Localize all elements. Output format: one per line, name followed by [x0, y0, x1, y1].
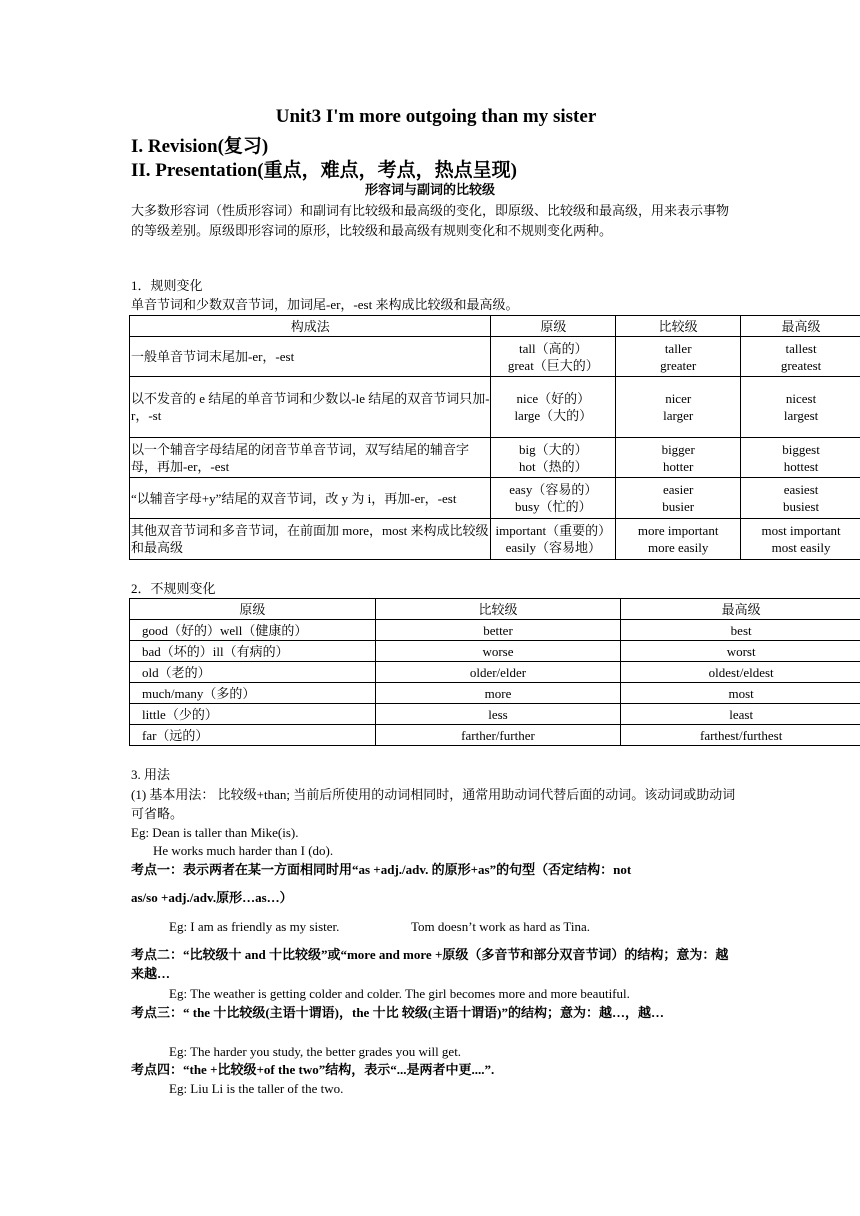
- superlative-cell: worst: [621, 641, 860, 662]
- example-line: Eg: Dean is taller than Mike(is).: [131, 825, 299, 840]
- key-point-1-cont: as/so +adj./adv.原形…as…）: [131, 890, 293, 905]
- page-title: Unit3 I'm more outgoing than my sister: [275, 106, 597, 127]
- table-row: [130, 683, 860, 704]
- table-row: [130, 519, 860, 560]
- superlative-cell: oldest/eldest: [621, 662, 860, 683]
- header-cell: 比较级: [375, 599, 621, 620]
- example-line: Eg: Liu Li is the taller of the two.: [169, 1081, 344, 1096]
- base-cell: big（大的） hot（热的）: [491, 438, 616, 478]
- base-cell: far（远的）: [130, 725, 376, 746]
- example-line: Tom doesn’t work as hard as Tina.: [411, 919, 591, 934]
- comparative-cell: older/elder: [375, 662, 621, 683]
- section-presentation: II. Presentation(重点，难点，考点，热点呈现): [131, 160, 517, 181]
- base-cell: good（好的）well（健康的）: [130, 620, 376, 641]
- example-line: Eg: The harder you study, the better grades you will get.: [169, 1044, 462, 1059]
- regular-comparison-table: [129, 315, 860, 560]
- example-line: Eg: I am as friendly as my sister.: [169, 919, 340, 934]
- method-cell: 以不发音的 e 结尾的单音节词和少数以-le 结尾的双音节词只加-r，-st: [130, 377, 491, 438]
- superlative-cell: tallest greatest: [741, 337, 860, 377]
- method-cell: 一般单音节词末尾加-er，-est: [130, 337, 491, 377]
- comparative-cell: bigger hotter: [616, 438, 741, 478]
- superlative-cell: most important most easily: [741, 519, 860, 560]
- header-cell: 原级: [130, 599, 376, 620]
- table-row: [130, 478, 860, 519]
- comparative-cell: farther/further: [375, 725, 621, 746]
- table-row: [130, 337, 860, 377]
- comparative-cell: taller greater: [616, 337, 741, 377]
- base-cell: tall（高的） great（巨大的）: [491, 337, 616, 377]
- comparative-cell: less: [375, 704, 621, 725]
- method-cell: 以一个辅音字母结尾的闭音节单音节词，双写结尾的辅音字母，再加-er，-est: [130, 438, 491, 478]
- table-row: [130, 662, 860, 683]
- base-cell: nice（好的） large（大的）: [491, 377, 616, 438]
- comparative-cell: easier busier: [616, 478, 741, 519]
- base-cell: little（少的）: [130, 704, 376, 725]
- superlative-cell: farthest/furthest: [621, 725, 860, 746]
- rule2-heading: 2．不规则变化: [131, 581, 216, 596]
- table-header-row: [130, 599, 860, 620]
- method-cell: 其他双音节词和多音节词，在前面加 more，most 来构成比较级和最高级: [130, 519, 491, 560]
- comparative-cell: more: [375, 683, 621, 704]
- comparative-cell: nicer larger: [616, 377, 741, 438]
- header-cell: 最高级: [621, 599, 860, 620]
- intro-paragraph: 大多数形容词（性质形容词）和副词有比较级和最高级的变化，即原级、比较级和最高级，用来表示事物的等级差别。原级即形容词的原形，比较级和最高级有规则变化和不规则变化两种。: [131, 203, 730, 238]
- key-point-4: 考点四：“the +比较级+of the two”结构，表示“...是两者中更....”.: [131, 1062, 495, 1077]
- header-cell: 最高级: [741, 316, 860, 337]
- base-cell: important（重要的） easily（容易地）: [491, 519, 616, 560]
- example-line: He works much harder than I (do).: [153, 843, 334, 858]
- section-revision: I. Revision(复习): [131, 136, 269, 157]
- superlative-cell: most: [621, 683, 860, 704]
- table-row: [130, 620, 860, 641]
- base-cell: old（老的）: [130, 662, 376, 683]
- section-subtitle: 形容词与副词的比较级: [364, 183, 495, 198]
- superlative-cell: biggest hottest: [741, 438, 860, 478]
- table-row: [130, 377, 860, 438]
- usage-heading: 3. 用法: [131, 767, 171, 782]
- comparative-cell: better: [375, 620, 621, 641]
- table-row: [130, 438, 860, 478]
- table-row: [130, 641, 860, 662]
- key-point-2: 考点二：“比较级十 and 十比较级”或“more and more +原级（多音节和部分双音节词）的结构；意为：越来越…: [131, 947, 729, 981]
- superlative-cell: nicest largest: [741, 377, 860, 438]
- table-row: [130, 725, 860, 746]
- superlative-cell: easiest busiest: [741, 478, 860, 519]
- key-point-3: 考点三：“ the 十比较级(主语十谓语)，the 十比 较级(主语十谓语)”的结构；意为：越…，越…: [131, 1005, 664, 1020]
- base-cell: much/many（多的）: [130, 683, 376, 704]
- table-row: [130, 704, 860, 725]
- irregular-comparison-table: [129, 598, 860, 746]
- header-cell: 比较级: [616, 316, 741, 337]
- table-header-row: [130, 316, 860, 337]
- header-cell: 原级: [491, 316, 616, 337]
- base-cell: easy（容易的） busy（忙的）: [491, 478, 616, 519]
- method-cell: “以辅音字母+y”结尾的双音节词，改 y 为 i，再加-er，-est: [130, 478, 491, 519]
- usage-basic: (1) 基本用法： 比较级+than; 当前后所使用的动词相同时，通常用助动词代替后面的动词。该动词或助动词可省略。: [131, 787, 736, 821]
- superlative-cell: best: [621, 620, 860, 641]
- rule1-heading: 1．规则变化: [131, 278, 203, 293]
- comparative-cell: worse: [375, 641, 621, 662]
- superlative-cell: least: [621, 704, 860, 725]
- example-line: Eg: The weather is getting colder and colder. The girl becomes more and more beautiful.: [169, 986, 630, 1001]
- base-cell: bad（坏的）ill（有病的）: [130, 641, 376, 662]
- rule1-description: 单音节词和少数双音节词，加词尾-er，-est 来构成比较级和最高级。: [131, 297, 519, 312]
- header-cell: 构成法: [130, 316, 491, 337]
- key-point-1: 考点一：表示两者在某一方面相同时用“as +adj./adv. 的原形+as”的句型（否定结构：not: [131, 862, 632, 877]
- comparative-cell: more important more easily: [616, 519, 741, 560]
